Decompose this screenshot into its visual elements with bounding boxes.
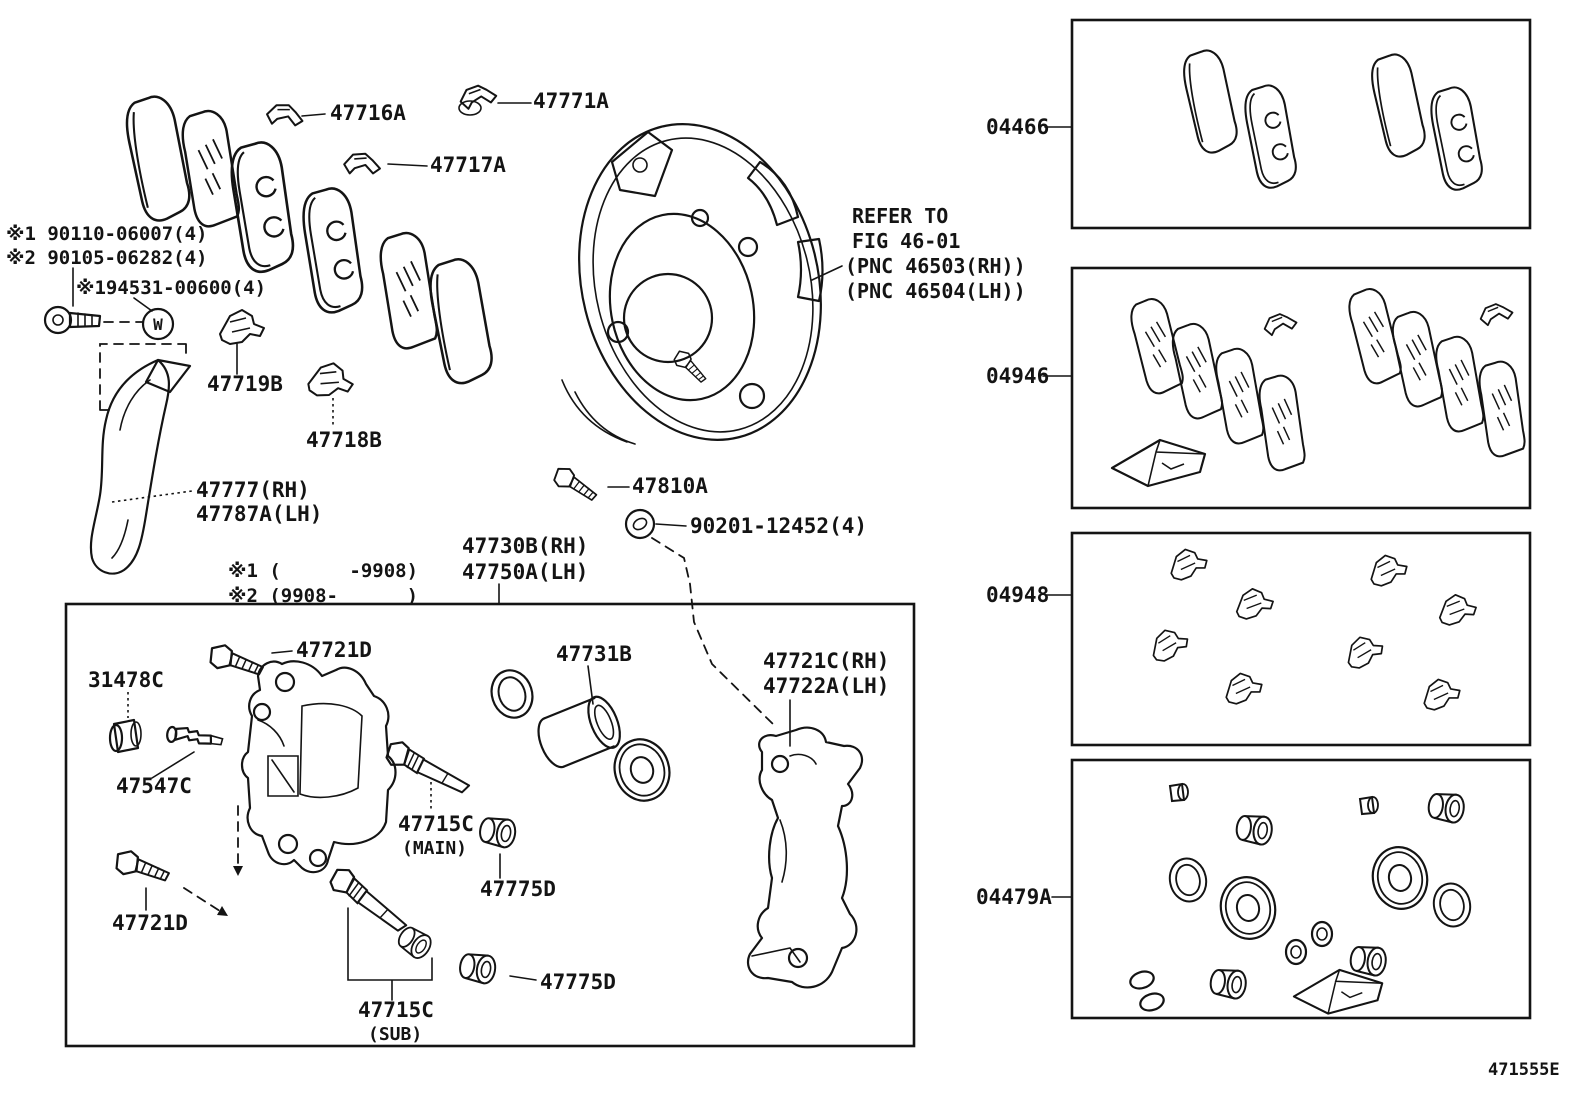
kit-04946-contents <box>1112 286 1526 486</box>
clip-47717a-part <box>343 150 382 178</box>
refer-note-line2: FIG 46-01 <box>852 229 961 253</box>
bush-47775d-right-part <box>458 951 536 985</box>
label-47722a-lh: 47722A(LH) <box>763 674 890 698</box>
clip-47716a-part <box>265 101 305 131</box>
label-kit-04948: 04948 <box>986 583 1050 607</box>
backing-plate <box>547 98 853 466</box>
label-47716a: 47716A <box>330 101 406 125</box>
label-note-washer: ※194531-00600(4) <box>76 277 267 299</box>
pin-47715c-main-part <box>384 739 475 810</box>
kit-04466-contents <box>1180 48 1484 192</box>
label-47750a-lh: 47750A(LH) <box>462 560 589 584</box>
bolt-47810a-part <box>551 464 629 504</box>
bolt-47721d-top-part <box>208 642 292 678</box>
washer-symbol: W <box>153 315 163 334</box>
bush-47775d-top-part <box>478 815 517 878</box>
kit-04479a-contents <box>1128 784 1474 1014</box>
label-47777-rh: 47777(RH) <box>196 478 310 502</box>
drawing-code: 471555E <box>1488 1060 1560 1080</box>
fitting-47718b-part <box>307 360 355 400</box>
label-47547c: 47547C <box>116 774 192 798</box>
label-47731b: 47731B <box>556 642 632 666</box>
label-47718b: 47718B <box>306 428 382 452</box>
label-47787a-lh: 47787A(LH) <box>196 502 323 526</box>
label-kit-04479a: 04479A <box>976 885 1052 909</box>
piston-47731b-part <box>532 666 626 772</box>
bracket-47721c-part <box>748 700 862 987</box>
bolt-47721d-bottom-part <box>114 806 243 916</box>
kit-box-04948 <box>1072 533 1530 745</box>
clip-47771a-part <box>459 84 497 115</box>
label-47730b-rh: 47730B(RH) <box>462 534 589 558</box>
nut-90201-part <box>626 510 776 727</box>
refer-note-line1: REFER TO <box>852 204 949 228</box>
label-47721c-rh: 47721C(RH) <box>763 649 890 673</box>
label-47771a: 47771A <box>533 89 609 113</box>
kit-04948-contents <box>1147 546 1478 712</box>
label-47717a: 47717A <box>430 153 506 177</box>
refer-note-line4: (PNC 46504(LH)) <box>845 279 1026 303</box>
caliper-body-part <box>242 661 396 872</box>
label-main-type: (MAIN) <box>402 838 468 859</box>
label-sub-type: (SUB) <box>368 1024 423 1045</box>
label-90201: 90201-12452(4) <box>690 514 868 538</box>
label-date-note1: ※1 ( -9908) <box>228 560 419 582</box>
label-47719b: 47719B <box>207 372 283 396</box>
label-31478c: 31478C <box>88 668 164 692</box>
label-47810a: 47810A <box>632 474 708 498</box>
dust-cover-part <box>91 344 190 574</box>
label-47721d-top: 47721D <box>296 638 372 662</box>
pin-47715c-sub-part <box>327 865 435 1000</box>
label-note-bolt2: ※2 90105-06282(4) <box>6 247 208 269</box>
fitting-47719b-part <box>220 310 264 344</box>
refer-note-line3: (PNC 46503(RH)) <box>845 254 1026 278</box>
label-47715c-sub: 47715C <box>358 998 434 1022</box>
label-47775d-top: 47775D <box>480 877 556 901</box>
label-kit-04466: 04466 <box>986 115 1050 139</box>
label-kit-04946: 04946 <box>986 364 1050 388</box>
label-47721d-bottom: 47721D <box>112 911 188 935</box>
cap-31478c-part <box>110 692 141 752</box>
label-date-note2: ※2 (9908- ) <box>228 585 419 607</box>
label-47775d-right: 47775D <box>540 970 616 994</box>
piston-seal-part <box>486 665 539 723</box>
bleeder-47547c-part <box>152 726 223 778</box>
kit-box-04466 <box>1072 20 1530 228</box>
label-47715c-main: 47715C <box>398 812 474 836</box>
label-note-bolt1: ※1 90110-06007(4) <box>6 223 208 245</box>
